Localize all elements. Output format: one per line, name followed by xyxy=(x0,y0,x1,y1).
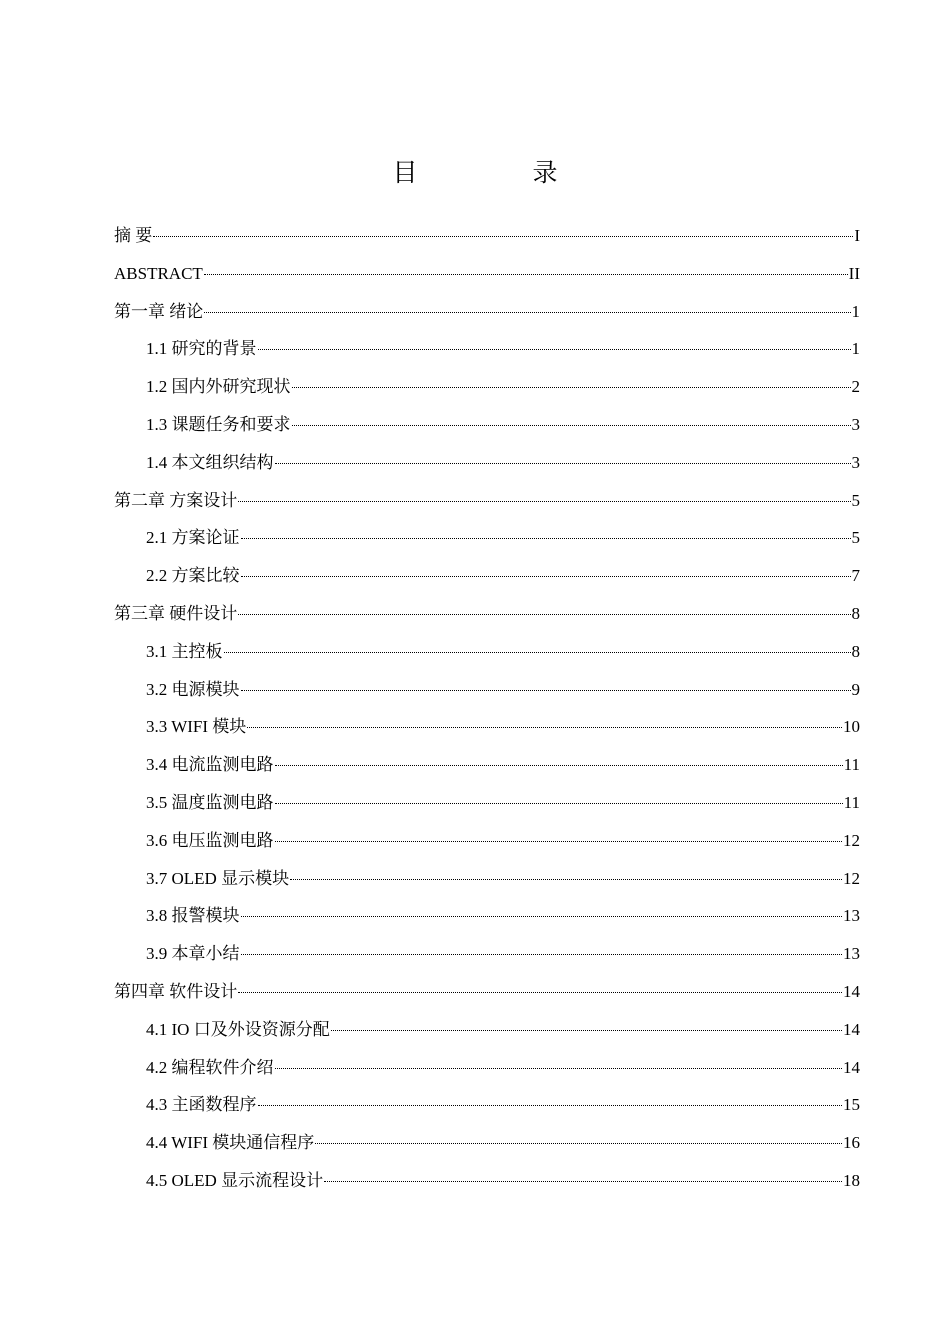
toc-list xyxy=(114,217,860,1200)
toc-entry-label: 4.1 IO 口及外设资源分配 xyxy=(146,1019,330,1039)
toc-entry-label: 3.6 电压监测电路 xyxy=(146,830,274,850)
toc-entry-label: 2.1 方案论证 xyxy=(146,528,240,548)
toc-dot-leader xyxy=(247,727,842,728)
toc-entry-label: 第四章 软件设计 xyxy=(114,981,238,1001)
toc-entry-page-number: 11 xyxy=(843,755,860,775)
toc-entry[interactable] xyxy=(114,708,860,746)
toc-entry[interactable] xyxy=(114,897,860,935)
toc-entry-page-number: 14 xyxy=(843,1019,860,1039)
toc-dot-leader xyxy=(292,425,851,426)
toc-dot-leader xyxy=(241,690,851,691)
toc-entry-page-number: 10 xyxy=(843,717,860,737)
toc-dot-leader xyxy=(258,1105,843,1106)
toc-entry-label: 1.1 研究的背景 xyxy=(146,339,257,359)
toc-dot-leader xyxy=(224,652,851,653)
toc-entry-page-number: 12 xyxy=(843,868,860,888)
toc-dot-leader xyxy=(241,916,843,917)
toc-entry-label: 3.7 OLED 显示模块 xyxy=(146,868,290,888)
toc-entry-label: ABSTRACT xyxy=(114,263,203,283)
toc-entry-page-number: 16 xyxy=(843,1133,860,1153)
toc-entry-page-number: 5 xyxy=(851,490,860,510)
toc-entry[interactable] xyxy=(114,557,860,595)
toc-entry-page-number: 3 xyxy=(851,414,860,434)
toc-entry[interactable] xyxy=(114,1049,860,1087)
toc-entry[interactable] xyxy=(114,217,860,255)
toc-entry-label: 3.8 报警模块 xyxy=(146,906,240,926)
toc-entry[interactable] xyxy=(114,633,860,671)
toc-entry[interactable] xyxy=(114,255,860,293)
toc-entry-page-number: 2 xyxy=(851,377,860,397)
toc-entry-label: 4.5 OLED 显示流程设计 xyxy=(146,1170,324,1190)
toc-entry[interactable] xyxy=(114,406,860,444)
toc-dot-leader xyxy=(275,1068,843,1069)
toc-dot-leader xyxy=(275,463,851,464)
toc-entry[interactable] xyxy=(114,822,860,860)
toc-entry-page-number: II xyxy=(848,263,860,283)
toc-entry[interactable] xyxy=(114,1011,860,1049)
toc-entry-label: 1.2 国内外研究现状 xyxy=(146,377,291,397)
toc-entry-label: 3.5 温度监测电路 xyxy=(146,792,274,812)
toc-entry-label: 3.4 电流监测电路 xyxy=(146,755,274,775)
toc-dot-leader xyxy=(153,236,853,237)
toc-entry-label: 4.4 WIFI 模块通信程序 xyxy=(146,1133,315,1153)
toc-entry[interactable] xyxy=(114,973,860,1011)
toc-entry-page-number: 12 xyxy=(843,830,860,850)
toc-dot-leader xyxy=(258,349,851,350)
toc-entry-label: 4.3 主函数程序 xyxy=(146,1095,257,1115)
toc-entry-label: 3.2 电源模块 xyxy=(146,679,240,699)
toc-entry-page-number: 5 xyxy=(851,528,860,548)
toc-dot-leader xyxy=(238,614,850,615)
toc-entry-page-number: 18 xyxy=(843,1170,860,1190)
toc-entry[interactable] xyxy=(114,519,860,557)
toc-dot-leader xyxy=(241,538,851,539)
toc-entry[interactable] xyxy=(114,1086,860,1124)
toc-entry-label: 第二章 方案设计 xyxy=(114,490,238,510)
toc-entry-page-number: 1 xyxy=(851,301,860,321)
toc-entry-page-number: 8 xyxy=(851,641,860,661)
toc-entry-label: 1.3 课题任务和要求 xyxy=(146,414,291,434)
toc-dot-leader xyxy=(331,1030,842,1031)
toc-entry-label: 第一章 绪论 xyxy=(114,301,204,321)
toc-entry[interactable] xyxy=(114,746,860,784)
toc-entry[interactable] xyxy=(114,482,860,520)
toc-entry[interactable] xyxy=(114,444,860,482)
toc-entry-page-number: 9 xyxy=(851,679,860,699)
toc-entry[interactable] xyxy=(114,595,860,633)
toc-dot-leader xyxy=(241,576,851,577)
toc-entry-label: 摘 要 xyxy=(114,226,153,245)
toc-entry-label: 第三章 硬件设计 xyxy=(114,603,238,623)
toc-entry-page-number: 3 xyxy=(851,452,860,472)
toc-entry-page-number: 14 xyxy=(843,1057,860,1077)
toc-dot-leader xyxy=(290,879,842,880)
toc-entry[interactable] xyxy=(114,1162,860,1200)
toc-entry-page-number: 8 xyxy=(851,603,860,623)
toc-dot-leader xyxy=(204,274,848,275)
toc-dot-leader xyxy=(275,803,843,804)
toc-entry-page-number: 1 xyxy=(851,339,860,359)
toc-entry[interactable] xyxy=(114,671,860,709)
toc-dot-leader xyxy=(324,1181,842,1182)
toc-entry-page-number: 13 xyxy=(843,906,860,926)
toc-entry-label: 3.1 主控板 xyxy=(146,641,223,661)
toc-entry-page-number: 15 xyxy=(843,1095,860,1115)
toc-dot-leader xyxy=(238,992,842,993)
toc-entry[interactable] xyxy=(114,368,860,406)
toc-entry-page-number: 7 xyxy=(851,566,860,586)
toc-dot-leader xyxy=(275,765,843,766)
toc-entry-label: 1.4 本文组织结构 xyxy=(146,452,274,472)
toc-entry[interactable] xyxy=(114,935,860,973)
toc-dot-leader xyxy=(292,387,851,388)
toc-entry[interactable] xyxy=(114,860,860,898)
toc-entry-page-number: I xyxy=(854,226,860,245)
toc-entry-page-number: 11 xyxy=(843,792,860,812)
toc-dot-leader xyxy=(275,841,843,842)
toc-entry[interactable] xyxy=(114,330,860,368)
toc-entry[interactable] xyxy=(114,784,860,822)
toc-title: 目 录 xyxy=(392,158,603,187)
toc-entry-page-number: 13 xyxy=(843,944,860,964)
toc-dot-leader xyxy=(204,312,850,313)
toc-entry-label: 4.2 编程软件介绍 xyxy=(146,1057,274,1077)
toc-entry[interactable] xyxy=(114,293,860,331)
toc-entry-label: 3.9 本章小结 xyxy=(146,944,240,964)
toc-entry[interactable] xyxy=(114,1124,860,1162)
toc-entry-page-number: 14 xyxy=(843,981,860,1001)
toc-entry-label: 2.2 方案比较 xyxy=(146,566,240,586)
toc-dot-leader xyxy=(315,1143,842,1144)
toc-dot-leader xyxy=(238,501,850,502)
toc-entry-label: 3.3 WIFI 模块 xyxy=(146,717,247,737)
toc-dot-leader xyxy=(241,954,843,955)
